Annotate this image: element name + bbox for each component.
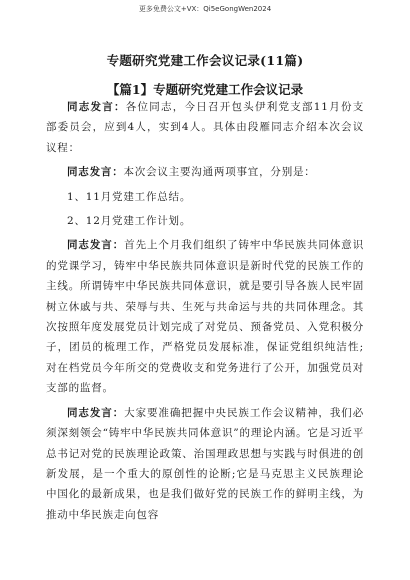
- page-header: 更多免费公文+VX：Qi5eGongWen2024: [138, 5, 272, 13]
- section-title: 【篇1】专题研究党建工作会议记录: [106, 82, 304, 97]
- paragraph: [46, 162, 364, 182]
- paragraph: [46, 403, 364, 525]
- speaker-label: 同志发言：: [67, 239, 125, 252]
- paragraph: [46, 97, 364, 158]
- paragraph-text: 各位同志，今日召开包头伊利党支部11月份支部委员会，应到4人，实到4人。具体由段雁同志介绍本次会议议程：: [46, 101, 364, 154]
- speaker-label: 同志发言：: [67, 166, 124, 179]
- paragraph-text: 大家要准确把握中央民族工作会议精神，我们必须深刻领会“铸牢中华民族共同体意识”的理论内涵。它是习近平总书记对党的民族理论政策、治国理政思想与实践与时俱进的创新发展，是一个重大的原创性的论断;它是马克思主义民族理论中国化的最新成果，也是我们做好党的民族工作的鲜明主线，为推动中华民族走向包容: [46, 406, 364, 521]
- paragraph-text: 本次会议主要沟通两项事宜，分别是：: [123, 166, 316, 179]
- document-title: 专题研究党建工作会议记录(11篇): [106, 53, 304, 68]
- agenda-item: 2、12月党建工作计划。: [67, 215, 192, 228]
- speaker-label: 同志发言：: [67, 406, 125, 419]
- document-body: [46, 97, 364, 525]
- agenda-item: 1、11月党建工作总结。: [67, 190, 192, 203]
- paragraph-text: 首先上个月我们组织了铸牢中华民族共同体意识的党课学习，铸牢中华民族共同体意识是新时代党的民族工作的主线。所谓铸牢中华民族共同体意识，就是要引导各族人民牢固树立休戚与共、荣辱与共、生死与共命运与共的共同体理念。其次按照年度发展党员计划完成了对党员、预备党员、入党积极分子，团员的梳理工作，严格党员发展标准，保证党组织纯洁性;对在档党员今年所交的党费收支和党务进行了公开，加强党员对支部的监督。: [46, 239, 364, 395]
- paragraph: [46, 235, 364, 398]
- speaker-label: 同志发言：: [67, 101, 126, 113]
